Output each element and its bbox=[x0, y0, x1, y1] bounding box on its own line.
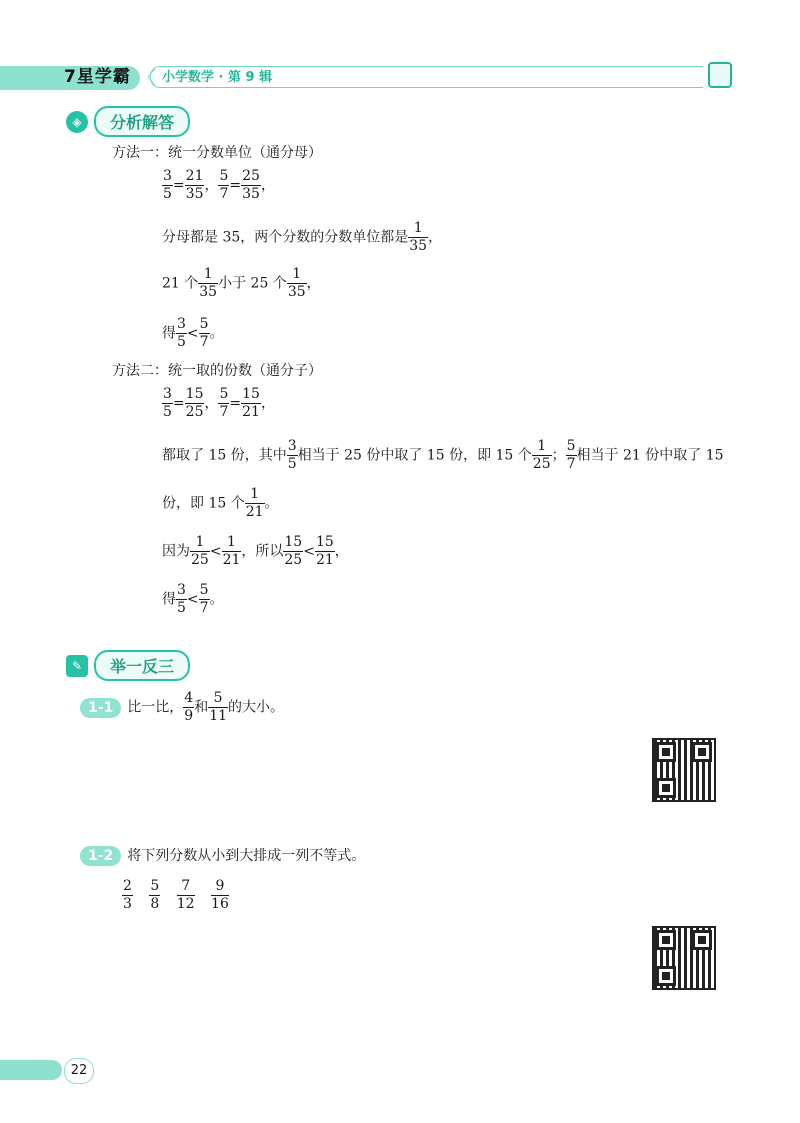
analysis-section-header bbox=[66, 106, 190, 137]
question-1-2: 1-2 将下列分数从小到大排成一列不等式。 bbox=[80, 846, 365, 866]
qr-code-icon[interactable] bbox=[652, 738, 716, 802]
method-2-title: 方法二：统一取的份数（通分子） bbox=[112, 363, 322, 379]
practice-badge: 举一反三 bbox=[94, 650, 190, 681]
analysis-badge: 分析解答 bbox=[94, 106, 190, 137]
method-2-line-3: 份，即 15 个 $\frac{1}{21}$ 。 bbox=[162, 486, 279, 520]
fraction-list: $\frac{2}{3}$ $\frac{5}{8}$ $\frac{7}{12}$ $\frac{9}{16}$ bbox=[123, 878, 229, 912]
question-tag: 1-1 bbox=[80, 698, 121, 718]
notebook-icon: ✎ bbox=[66, 655, 88, 677]
method-2-equation: $\frac{3}{5}$ = $\frac{15}{25}$ ， $\frac{5}{7}$ = $\frac{15}{21}$ ， bbox=[163, 386, 275, 420]
method-2-result: 得 $\frac{3}{5}$ < $\frac{5}{7}$ 。 bbox=[162, 582, 224, 616]
method-1-result: 得 $\frac{3}{5}$ < $\frac{5}{7}$ 。 bbox=[162, 316, 224, 350]
method-2-line-4: 因为 $\frac{1}{25}$ < $\frac{1}{21}$ ，所以 $\frac{15}{25}$ < $\frac{15}{21}$ ， bbox=[162, 534, 349, 568]
question-1-1: 1-1 比一比， $\frac{4}{9}$ 和 $\frac{5}{11}$ 的大小。 bbox=[80, 690, 284, 725]
chevron-left-icon: 〈 bbox=[138, 68, 156, 89]
footer-accent-bar bbox=[0, 1060, 62, 1080]
brand-logo: 7星学霸 bbox=[64, 67, 131, 87]
page-number: 22 bbox=[64, 1058, 94, 1084]
book-subtitle: 小学数学 · 第 9 辑 bbox=[162, 70, 273, 85]
method-1-line-3: 21 个 $\frac{1}{35}$ 小于 25 个 $\frac{1}{35}$ ， bbox=[162, 266, 321, 300]
method-2-line-2: 都取了 15 份，其中 $\frac{3}{5}$ 相当于 25 份中取了 15 份，即 15 个 $\frac{1}{25}$ ； $\frac{5}{7}$ 相当于 21 份中取了 15 bbox=[162, 438, 724, 472]
method-1-line-2: 分母都是 35，两个分数的分数单位都是 $\frac{1}{35}$ ， bbox=[162, 220, 443, 254]
practice-section-header bbox=[66, 650, 190, 681]
calculator-icon bbox=[708, 62, 732, 88]
qr-code-icon[interactable] bbox=[652, 926, 716, 990]
method-1-equation: $\frac{3}{5}$ = $\frac{21}{35}$ ， $\frac{5}{7}$ = $\frac{25}{35}$ ， bbox=[163, 168, 275, 202]
method-1-title: 方法一：统一分数单位（通分母） bbox=[112, 145, 322, 161]
diamond-icon: ◈ bbox=[66, 111, 88, 133]
question-tag: 1-2 bbox=[80, 846, 121, 866]
